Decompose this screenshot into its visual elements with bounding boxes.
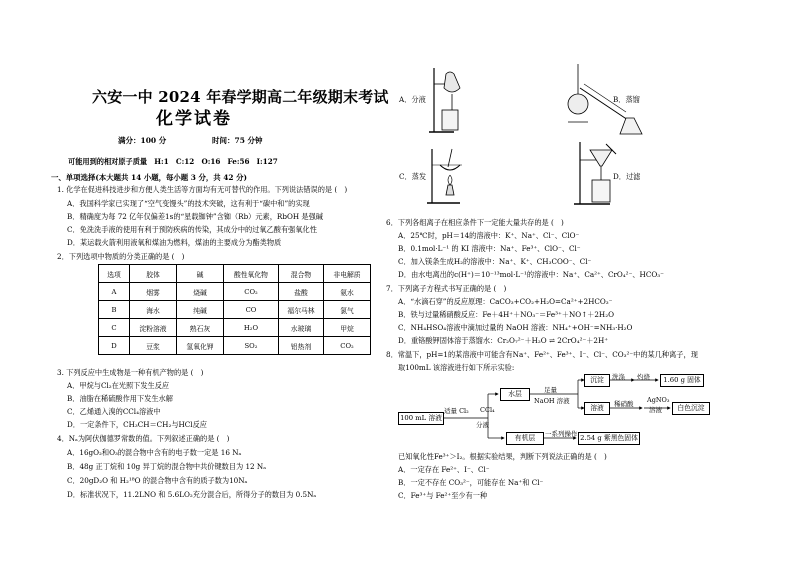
table-cell: 氯气 — [324, 301, 371, 319]
flow-agno3-solution-label: 溶液 — [649, 406, 662, 414]
q3-stem: 3. 下列反应中生成物是一种有机产物的是 ( ) — [57, 368, 204, 377]
q4-stem: 4．Nₐ为阿伏伽德罗常数的值。下列叙述正确的是 ( ) — [57, 434, 230, 443]
q5-option-b: B．蒸馏 — [613, 95, 640, 104]
q1-option-b: B．精确度为每 72 亿年仅偏差1s的“星载铷钟”含铷（Rb）元素，RbOH 是强碱 — [67, 212, 323, 221]
table-row — [99, 283, 371, 301]
section-heading: 一、单项选择(本大题共 14 小题，每小题 3 分，共 42 分) — [51, 173, 247, 182]
q8-stem-line2: 取100mL 该溶液进行如下所示实验: — [398, 363, 515, 372]
full-score: 满分：100 分 — [118, 136, 167, 145]
table-cell: 烧碱 — [177, 283, 224, 301]
table-cell: 熟石灰 — [177, 319, 224, 337]
table-cell: 水玻璃 — [279, 319, 324, 337]
flow-hno3-label: 稀硝酸 — [614, 400, 634, 408]
q7-option-c: C．NH₄HSO₄溶液中滴加过量的 NaOH 溶液：NH₄⁺+OH⁻=NH₃·H₂O — [398, 323, 633, 332]
q5-option-d: D．过滤 — [613, 172, 641, 181]
table-header: 胶体 — [130, 265, 177, 283]
distillation-apparatus-icon — [566, 62, 652, 138]
table-cell: H₂O — [224, 319, 279, 337]
flow-precipitate-box: 沉淀 — [584, 374, 610, 387]
q1-stem: 1. 化学在促进科技进步和方便人类生活等方面均有无可替代的作用。下列说法错误的是 ( ) — [57, 185, 348, 194]
atomic-masses: 可能用到的相对原子质量 H:1 C:12 O:16 Fe:56 I:127 — [68, 157, 278, 166]
table-cell: D — [99, 337, 130, 355]
table-header: 混合物 — [279, 265, 324, 283]
table-header: 选项 — [99, 265, 130, 283]
q8-option-a: A．一定存在 Fe²⁺、I⁻、Cl⁻ — [398, 465, 490, 474]
q4-option-a: A．16gO₂和O₃的混合物中含有的电子数一定是 16 Nₐ — [67, 448, 242, 457]
q1-option-d: D．某运载火箭利用液氧和煤油为燃料，煤油的主要成分为酯类物质 — [67, 238, 282, 247]
q4-option-b: B．48g 正丁烷和 10g 异丁烷的混合物中共价键数目为 12 Nₐ — [67, 462, 266, 471]
table-row — [99, 301, 371, 319]
evaporation-apparatus-icon — [426, 145, 476, 207]
table-cell: CO — [224, 301, 279, 319]
flow-water-layer-box: 水层 — [500, 388, 530, 401]
q5-option-a: A．分液 — [399, 95, 426, 104]
q8-option-b: B．一定不存在 CO₃²⁻，可能存在 Na⁺和 Cl⁻ — [398, 478, 544, 487]
q7-option-b: B．铁与过量稀硝酸反应：Fe＋4H⁺＋NO₃⁻＝Fe³⁺＋NO↑＋2H₂O — [398, 310, 614, 319]
q1-option-c: C．免洗洗手液的使用有利于预防疾病的传染，其成分中的过氧乙酸有强氧化性 — [67, 225, 317, 234]
table-cell: 铝热剂 — [279, 337, 324, 355]
q4-option-c: C．20gD₂O 和 H₂¹⁸O 的混合物中含有的质子数为10Nₐ — [67, 476, 248, 485]
table-cell: C — [99, 319, 130, 337]
flow-op-separate: 分液 — [476, 421, 489, 429]
exam-time: 时间：75 分钟 — [212, 136, 263, 145]
q6-option-d: D．由水电离出的c(H⁺)＝10⁻¹³mol·L⁻¹的溶液中：Na⁺、Ca²⁺、CrO₄²⁻、HCO₃⁻ — [398, 270, 664, 279]
flow-solid1-box: 1.60 g 固体 — [660, 374, 704, 387]
table-cell: CO₂ — [324, 337, 371, 355]
flow-op-series: 一系列操作 — [545, 430, 578, 438]
q4-option-d: D．标准状况下，11.2LNO 和 5.6LO₂充分混合后，所得分子的数目为 0.5Nₐ — [67, 490, 317, 499]
table-header-row — [99, 265, 371, 283]
table-cell: 福尔马林 — [279, 301, 324, 319]
separatory-funnel-icon — [428, 66, 470, 136]
exam-subtitle: 化学试卷 — [156, 109, 232, 129]
table-header: 酸性氧化物 — [224, 265, 279, 283]
table-cell: CO₂ — [224, 283, 279, 301]
q7-option-d: D．重铬酸钾固体溶于蒸馏水：Cr₂O₇²⁻＋H₂O ⇌ 2CrO₄²⁻＋2H⁺ — [398, 336, 609, 345]
table-cell: 海水 — [130, 301, 177, 319]
q7-stem: 7．下列离子方程式书写正确的是 ( ) — [386, 284, 507, 293]
q3-option-a: A．甲烷与Cl₂在光照下发生反应 — [67, 381, 170, 390]
table-cell: 氨水 — [324, 283, 371, 301]
table-cell: 盐酸 — [279, 283, 324, 301]
flow-excess-label: 足量 — [544, 386, 557, 394]
q6-stem: 6．下列各组离子在相应条件下一定能大量共存的是 ( ) — [386, 218, 564, 227]
flow-solution-box: 溶液 — [584, 402, 610, 415]
q8-stem-line1: 8．常温下，pH=1的某溶液中可能含有Na⁺、Fe²⁺、Fe³⁺、I⁻、Cl⁻、CO₃²⁻中的某几种离子，现 — [386, 350, 698, 359]
q8-option-c: C．Fe³⁺与 Fe²⁺至少有一种 — [398, 491, 488, 500]
exam-title: 六安一中 2024 年春学期高二年级期末考试 — [92, 88, 389, 106]
flow-start-box: 100 mL 溶液 — [398, 412, 444, 425]
filtration-apparatus-icon — [572, 140, 624, 208]
q2-classification-table — [98, 264, 371, 355]
table-cell: SO₂ — [224, 337, 279, 355]
table-row — [99, 337, 371, 355]
table-row — [99, 319, 371, 337]
q5-option-c: C．蒸发 — [399, 172, 427, 181]
flow-wash-label: 洗涤 — [612, 373, 625, 381]
q8-note: 已知氧化性Fe³⁺＞I₂。根据实验结果，判断下列说法正确的是 ( ) — [398, 452, 607, 461]
q6-option-a: A．25℃时，pH＝14的溶液中：K⁺、Na⁺、Cl⁻、ClO⁻ — [398, 231, 580, 240]
flow-agno3-label: AgNO₃ — [647, 396, 670, 404]
q1-option-a: A．我国科学家已实现了“空气变馒头”的技术突破，这有利于“碳中和”的实现 — [67, 199, 310, 208]
table-cell: 氢氧化钾 — [177, 337, 224, 355]
q6-option-c: C．加入镁条生成H₂的溶液中：Na⁺、K⁺、CH₃COO⁻、Cl⁻ — [398, 257, 592, 266]
q3-option-d: D．一定条件下，CH₃CH＝CH₂与HCl反应 — [67, 420, 207, 429]
q3-option-b: B．油脂在稀硫酸作用下发生水解 — [67, 394, 173, 403]
flow-burn-label: 灼烧 — [637, 373, 650, 381]
q7-option-a: A．“水滴石穿”的反应原理：CaCO₃+CO₂+H₂O=Ca²⁺+2HCO₃⁻ — [398, 297, 613, 306]
table-header: 碱 — [177, 265, 224, 283]
flow-solid2-box: 2.54 g 紫黑色固体 — [578, 432, 640, 445]
q2-stem: 2．下列选项中物质的分类正确的是 ( ) — [57, 252, 185, 261]
table-cell: 淀粉溶液 — [130, 319, 177, 337]
table-cell: B — [99, 301, 130, 319]
flow-reagent-cl2: 适量 Cl₂ — [444, 407, 469, 415]
table-cell: 豆浆 — [130, 337, 177, 355]
flow-reagent-ccl4: CCl₄ — [480, 406, 495, 414]
flow-naoh-label: NaOH 溶液 — [534, 397, 570, 405]
flow-organic-layer-box: 有机层 — [506, 432, 544, 445]
q6-option-b: B．0.1mol·L⁻¹ 的 KI 溶液中：Na⁺、Fe³⁺、ClO⁻、Cl⁻ — [398, 244, 581, 253]
table-cell: 甲烷 — [324, 319, 371, 337]
flow-white-precipitate-box: 白色沉淀 — [672, 402, 710, 415]
table-cell: 烟雾 — [130, 283, 177, 301]
table-cell: A — [99, 283, 130, 301]
table-cell: 纯碱 — [177, 301, 224, 319]
table-header: 非电解质 — [324, 265, 371, 283]
q3-option-c: C．乙烯通入溴的CCl₄溶液中 — [67, 407, 161, 416]
